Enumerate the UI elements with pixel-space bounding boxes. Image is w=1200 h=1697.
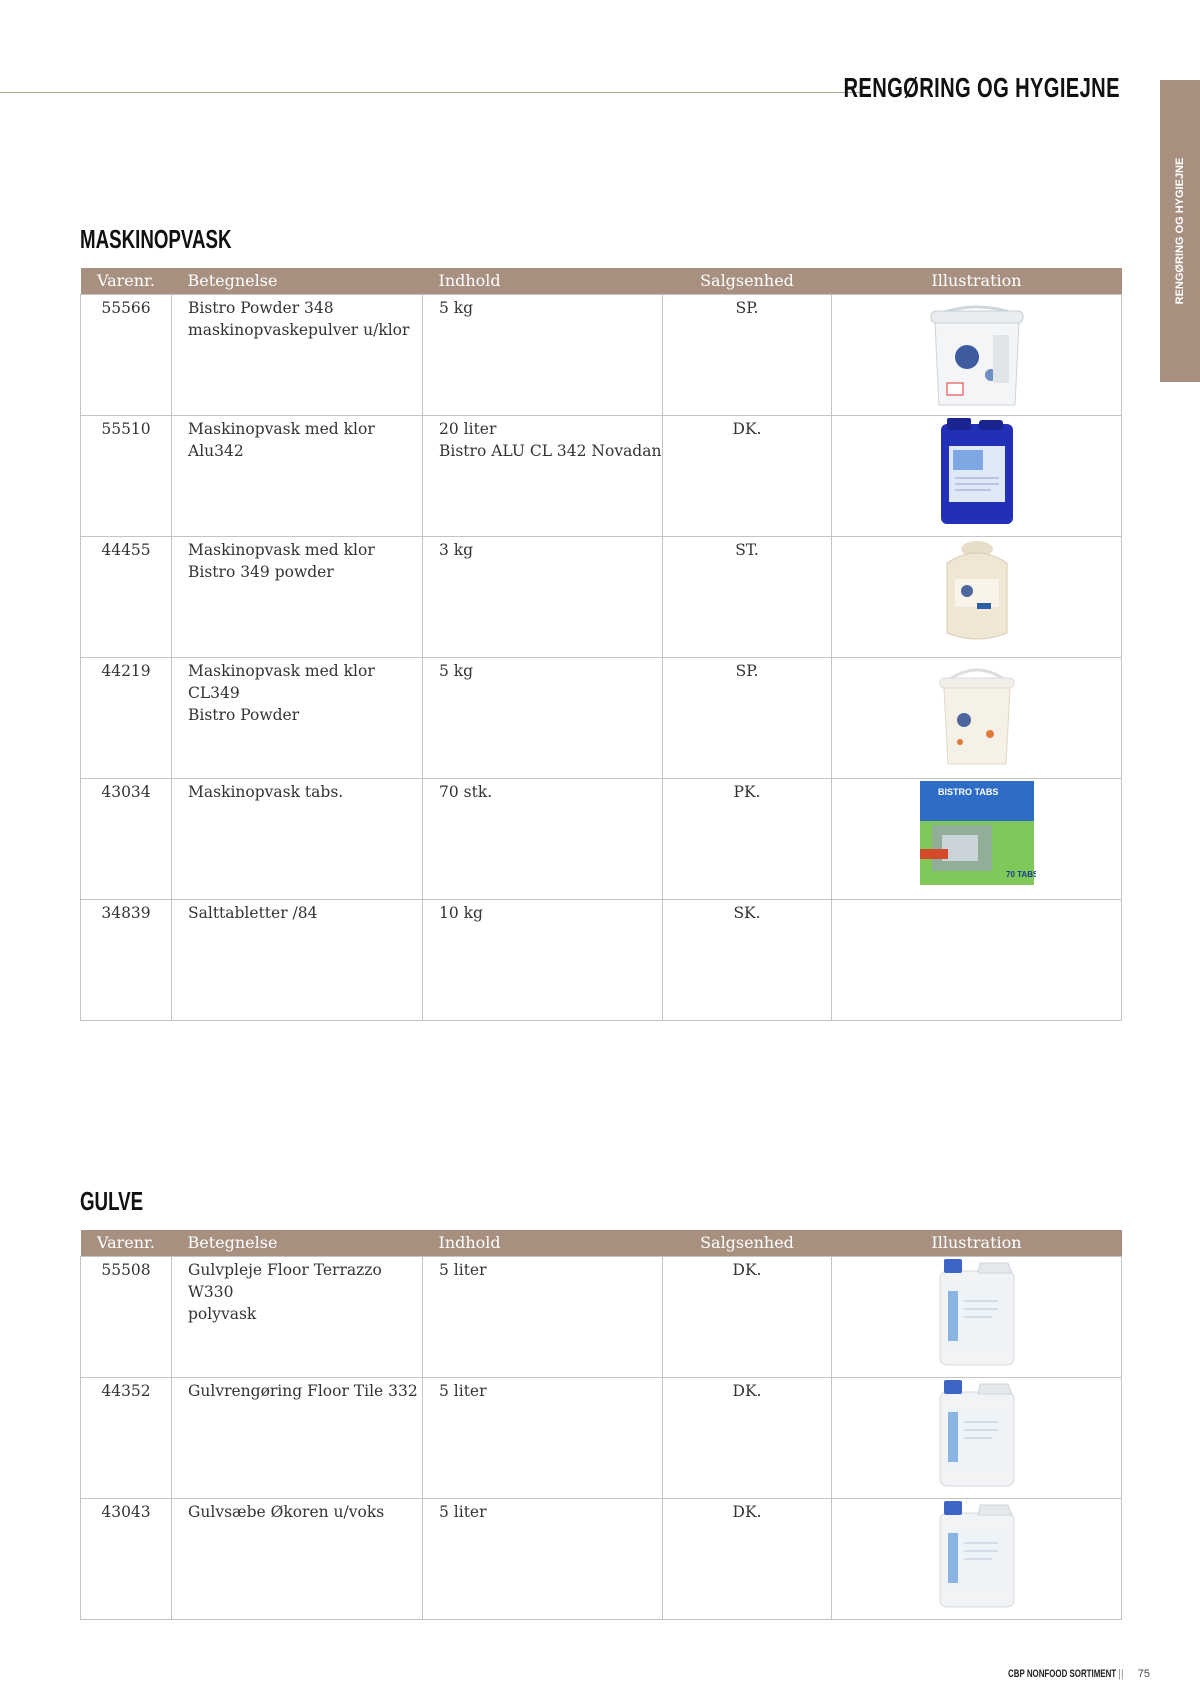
betegnelse-line: Gulvpleje Floor Terrazzo W330 <box>188 1261 382 1301</box>
pail-icon <box>932 658 1022 774</box>
betegnelse-line: Salttabletter /84 <box>188 904 318 922</box>
cell-varenr: 55510 <box>81 416 172 537</box>
col-header-varenr: Varenr. <box>81 268 172 295</box>
side-tab-label: RENGØRING OG HYGIEJNE <box>1174 157 1186 305</box>
cell-salgsenhed: DK. <box>663 1499 832 1620</box>
table-row <box>81 658 1122 779</box>
betegnelse-line: polyvask <box>188 1305 257 1323</box>
betegnelse-line: Bistro 349 powder <box>188 563 334 581</box>
jerrycan-icon <box>927 416 1027 534</box>
cell-varenr: 44352 <box>81 1378 172 1499</box>
cell-salgsenhed: SK. <box>663 900 832 1021</box>
cell-indhold <box>423 1499 663 1620</box>
betegnelse-line: maskinopvaskepulver u/klor <box>188 321 410 339</box>
cell-varenr: 43034 <box>81 779 172 900</box>
cell-varenr: 43043 <box>81 1499 172 1620</box>
cell-betegnelse <box>172 658 423 779</box>
indhold-line: 3 kg <box>439 541 474 559</box>
tabs-box-label: BISTRO TABS <box>937 787 998 797</box>
table-header <box>81 268 1122 295</box>
cell-salgsenhed: DK. <box>663 416 832 537</box>
table-header <box>81 1230 1122 1257</box>
cell-indhold <box>423 900 663 1021</box>
footer-brand: CBP NONFOOD SORTIMENT <box>1007 1668 1117 1680</box>
cell-illustration <box>832 1499 1122 1620</box>
cell-varenr: 34839 <box>81 900 172 1021</box>
table-row <box>81 416 1122 537</box>
indhold-line: 20 liter <box>439 420 497 438</box>
footer-divider: || <box>1118 1668 1124 1680</box>
cell-indhold <box>423 1257 663 1378</box>
cell-indhold <box>423 779 663 900</box>
canister-icon <box>934 1378 1020 1496</box>
cell-illustration <box>832 295 1122 416</box>
cell-betegnelse <box>172 779 423 900</box>
cell-indhold <box>423 295 663 416</box>
table-row <box>81 900 1122 1021</box>
bucket-icon <box>917 295 1037 419</box>
betegnelse-line: CL349 <box>188 684 240 702</box>
chapter-title: RENGØRING OG HYGIEJNE <box>843 72 1120 103</box>
indhold-line: 5 liter <box>439 1261 487 1279</box>
cell-salgsenhed: SP. <box>663 658 832 779</box>
cell-salgsenhed: DK. <box>663 1257 832 1378</box>
cell-varenr: 44455 <box>81 537 172 658</box>
col-header-illustration: Illustration <box>832 268 1122 295</box>
indhold-line: Bistro ALU CL 342 Novadan <box>439 442 662 460</box>
cell-betegnelse <box>172 295 423 416</box>
cell-illustration <box>832 416 1122 537</box>
side-tab <box>1160 80 1200 382</box>
tabs-box-icon <box>918 779 1036 893</box>
cell-betegnelse <box>172 1499 423 1620</box>
cell-illustration <box>832 1378 1122 1499</box>
betegnelse-line: Gulvrengøring Floor Tile 332 <box>188 1382 418 1400</box>
table-row <box>81 1257 1122 1378</box>
section-title-maskinopvask: MASKINOPVASK <box>80 224 232 254</box>
cell-illustration <box>832 900 1122 1021</box>
cell-indhold <box>423 1378 663 1499</box>
cell-salgsenhed: SP. <box>663 295 832 416</box>
table-row <box>81 537 1122 658</box>
col-header-salgsenhed: Salgsenhed <box>663 268 832 295</box>
col-header-illustration: Illustration <box>832 1230 1122 1257</box>
cell-betegnelse <box>172 1378 423 1499</box>
cell-illustration <box>832 779 1122 900</box>
indhold-line: 10 kg <box>439 904 483 922</box>
table-row <box>81 295 1122 416</box>
section-title-gulve: GULVE <box>80 1186 144 1216</box>
indhold-line: 5 liter <box>439 1382 487 1400</box>
col-header-indhold: Indhold <box>423 268 663 295</box>
cell-betegnelse <box>172 1257 423 1378</box>
page-footer <box>966 1668 1150 1680</box>
col-header-salgsenhed: Salgsenhed <box>663 1230 832 1257</box>
cell-indhold <box>423 416 663 537</box>
betegnelse-line: Bistro Powder 348 <box>188 299 334 317</box>
product-table-maskinopvask <box>80 268 1122 1021</box>
cell-illustration <box>832 537 1122 658</box>
cell-varenr: 55566 <box>81 295 172 416</box>
col-header-varenr: Varenr. <box>81 1230 172 1257</box>
page-number: 75 <box>1137 1668 1150 1680</box>
cell-betegnelse <box>172 416 423 537</box>
table-row <box>81 779 1122 900</box>
betegnelse-line: Maskinopvask med klor <box>188 420 375 438</box>
cell-illustration <box>832 1257 1122 1378</box>
cell-salgsenhed: DK. <box>663 1378 832 1499</box>
canister-icon <box>934 1499 1020 1617</box>
betegnelse-line: Gulvsæbe Økoren u/voks <box>188 1503 385 1521</box>
betegnelse-line: Maskinopvask med klor <box>188 662 375 680</box>
col-header-indhold: Indhold <box>423 1230 663 1257</box>
betegnelse-line: Bistro Powder <box>188 706 300 724</box>
table-row <box>81 1499 1122 1620</box>
cell-indhold <box>423 658 663 779</box>
indhold-line: 70 stk. <box>439 783 493 801</box>
cell-varenr: 44219 <box>81 658 172 779</box>
cell-salgsenhed: PK. <box>663 779 832 900</box>
cell-indhold <box>423 537 663 658</box>
cell-betegnelse <box>172 900 423 1021</box>
indhold-line: 5 kg <box>439 662 474 680</box>
cell-salgsenhed: ST. <box>663 537 832 658</box>
cell-varenr: 55508 <box>81 1257 172 1378</box>
col-header-betegnelse: Betegnelse <box>172 1230 423 1257</box>
indhold-line: 5 kg <box>439 299 474 317</box>
table-row <box>81 1378 1122 1499</box>
betegnelse-line: Maskinopvask tabs. <box>188 783 344 801</box>
betegnelse-line: Alu342 <box>188 442 244 460</box>
betegnelse-line: Maskinopvask med klor <box>188 541 375 559</box>
canister-icon <box>934 1257 1020 1375</box>
col-header-betegnelse: Betegnelse <box>172 268 423 295</box>
container-icon <box>937 537 1017 653</box>
cell-illustration <box>832 658 1122 779</box>
product-table-gulve <box>80 1230 1122 1620</box>
header-rule <box>0 92 860 93</box>
indhold-line: 5 liter <box>439 1503 487 1521</box>
cell-betegnelse <box>172 537 423 658</box>
svg-text:70 TABS: 70 TABS <box>1005 870 1036 879</box>
